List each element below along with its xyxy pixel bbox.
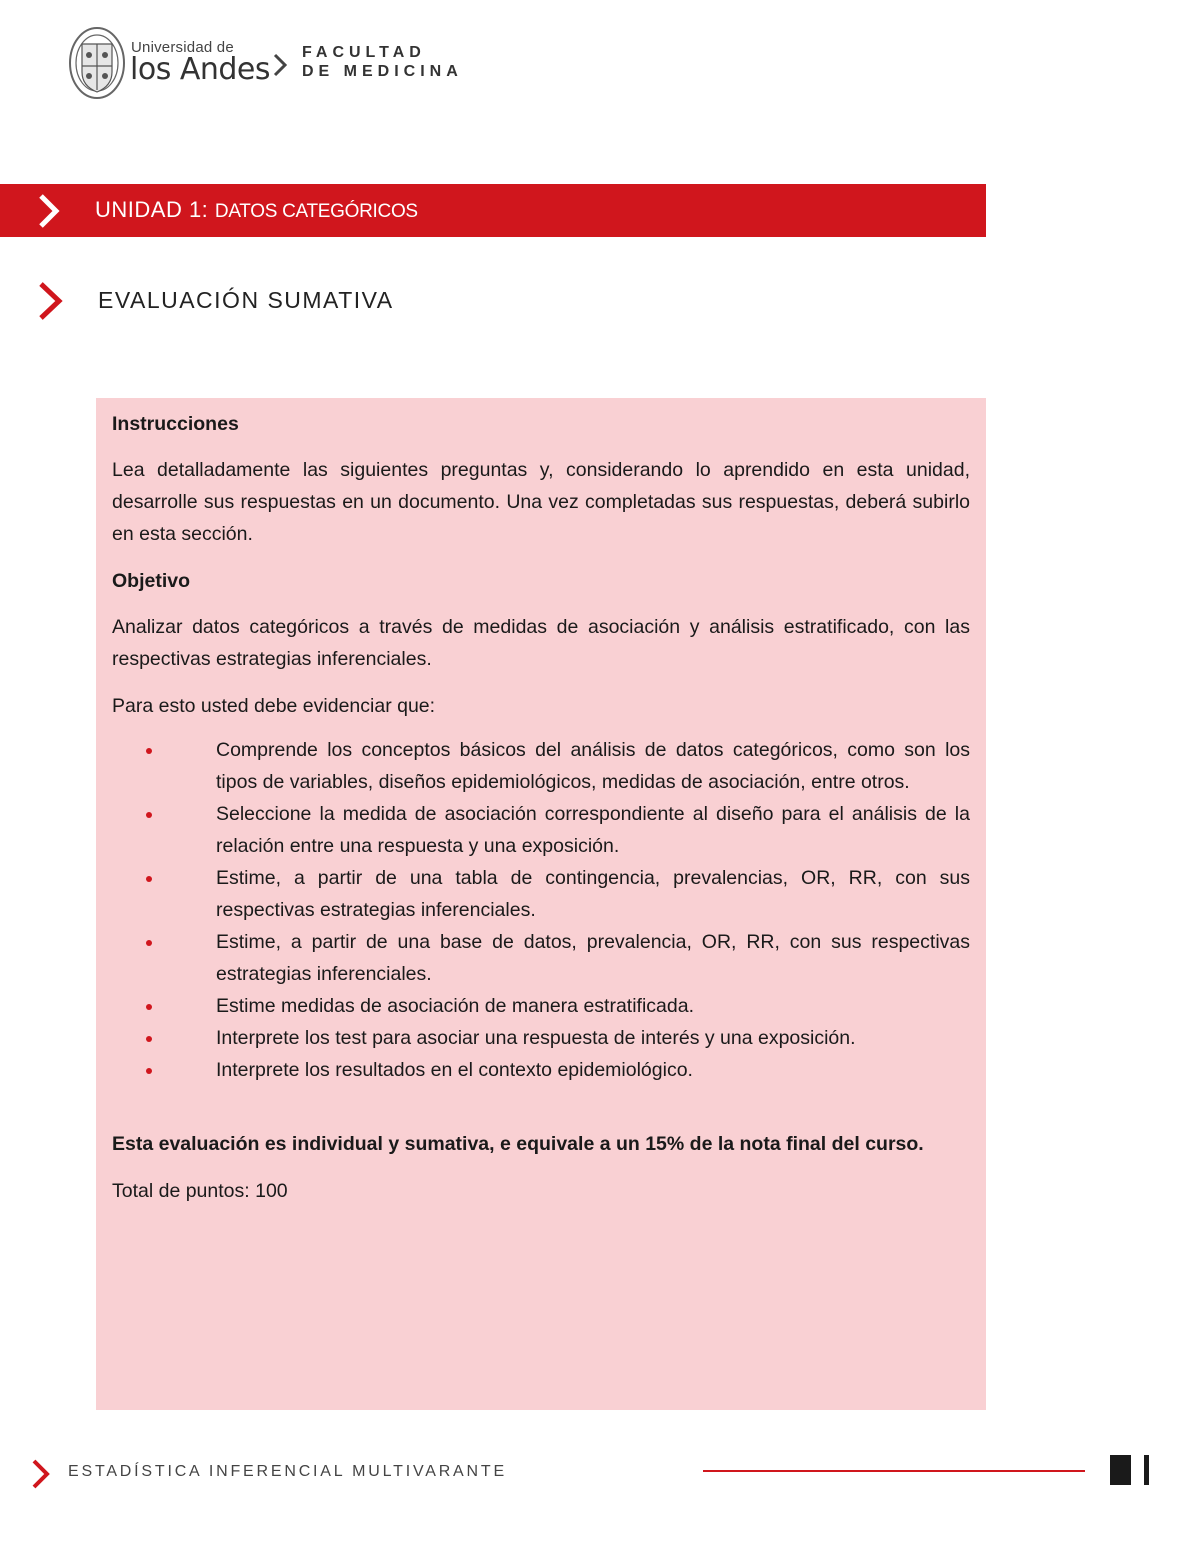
footer-block-icon (1110, 1455, 1131, 1485)
faculty-line-2: DE MEDICINA (302, 63, 463, 80)
bullet-icon (146, 748, 152, 754)
bullet-icon (146, 940, 152, 946)
chevron-right-icon (36, 280, 68, 322)
chevron-right-icon (270, 50, 290, 80)
bullet-icon (146, 1036, 152, 1042)
list-item: Seleccione la medida de asociación correspondiente al diseño para el análisis de la relación entre una respuesta y una exposición. (112, 798, 970, 862)
instructions-content (112, 408, 970, 1207)
list-item: Estime, a partir de una base de datos, prevalencia, OR, RR, con sus respectivas estrategias inferenciales. (112, 926, 970, 990)
objective-list (112, 734, 970, 1086)
list-item: Estime, a partir de una tabla de contingencia, prevalencias, OR, RR, con sus respectivas estrategias inferenciales. (112, 862, 970, 926)
course-name: ESTADÍSTICA INFERENCIAL MULTIVARANTE (68, 1463, 507, 1480)
total-points: Total de puntos: 100 (112, 1180, 288, 1202)
bullet-icon (146, 812, 152, 818)
footer-divider (703, 1470, 1085, 1472)
list-item: Estime medidas de asociación de manera estratificada. (112, 990, 970, 1022)
instructions-heading: Instrucciones (112, 413, 239, 435)
list-item: Interprete los resultados en el contexto epidemiológico. (112, 1054, 970, 1086)
unit-topic: DATOS CATEGÓRICOS (214, 201, 418, 222)
university-seal-icon (68, 26, 126, 100)
bullet-icon (146, 1004, 152, 1010)
final-note: Esta evaluación es individual y sumativa, e equivale a un 15% de la nota final del curso. (112, 1133, 924, 1155)
objective-text: Analizar datos categóricos a través de medidas de asociación y análisis estratificado, con las respectivas estrategias inferenciales. (112, 616, 970, 670)
faculty-line-1: FACULTAD (302, 44, 426, 61)
bullet-icon (146, 1068, 152, 1074)
footer-bar-icon (1144, 1455, 1149, 1485)
unit-title (95, 197, 418, 223)
chevron-right-icon (30, 1458, 52, 1490)
section-title: EVALUACIÓN SUMATIVA (98, 287, 394, 313)
list-item: Comprende los conceptos básicos del análisis de datos categóricos, como son los tipos de variables, diseños epidemiológicos, medidas de asociación, entre otros. (112, 734, 970, 798)
bullet-icon (146, 876, 152, 882)
chevron-right-icon (36, 192, 64, 230)
instructions-text: Lea detalladamente las siguientes preguntas y, considerando lo aprendido en esta unidad, desarrolle sus respuestas en un documento. Una vez completadas sus respuestas, deberá subirlo en esta sección. (112, 459, 970, 545)
unit-label: UNIDAD 1: (95, 197, 209, 222)
objective-lead: Para esto usted debe evidenciar que: (112, 695, 436, 717)
objective-heading: Objetivo (112, 570, 191, 592)
university-name-small: Universidad de (131, 39, 234, 56)
university-name-big: los Andes (130, 52, 271, 87)
list-item: Interprete los test para asociar una respuesta de interés y una exposición. (112, 1022, 970, 1054)
